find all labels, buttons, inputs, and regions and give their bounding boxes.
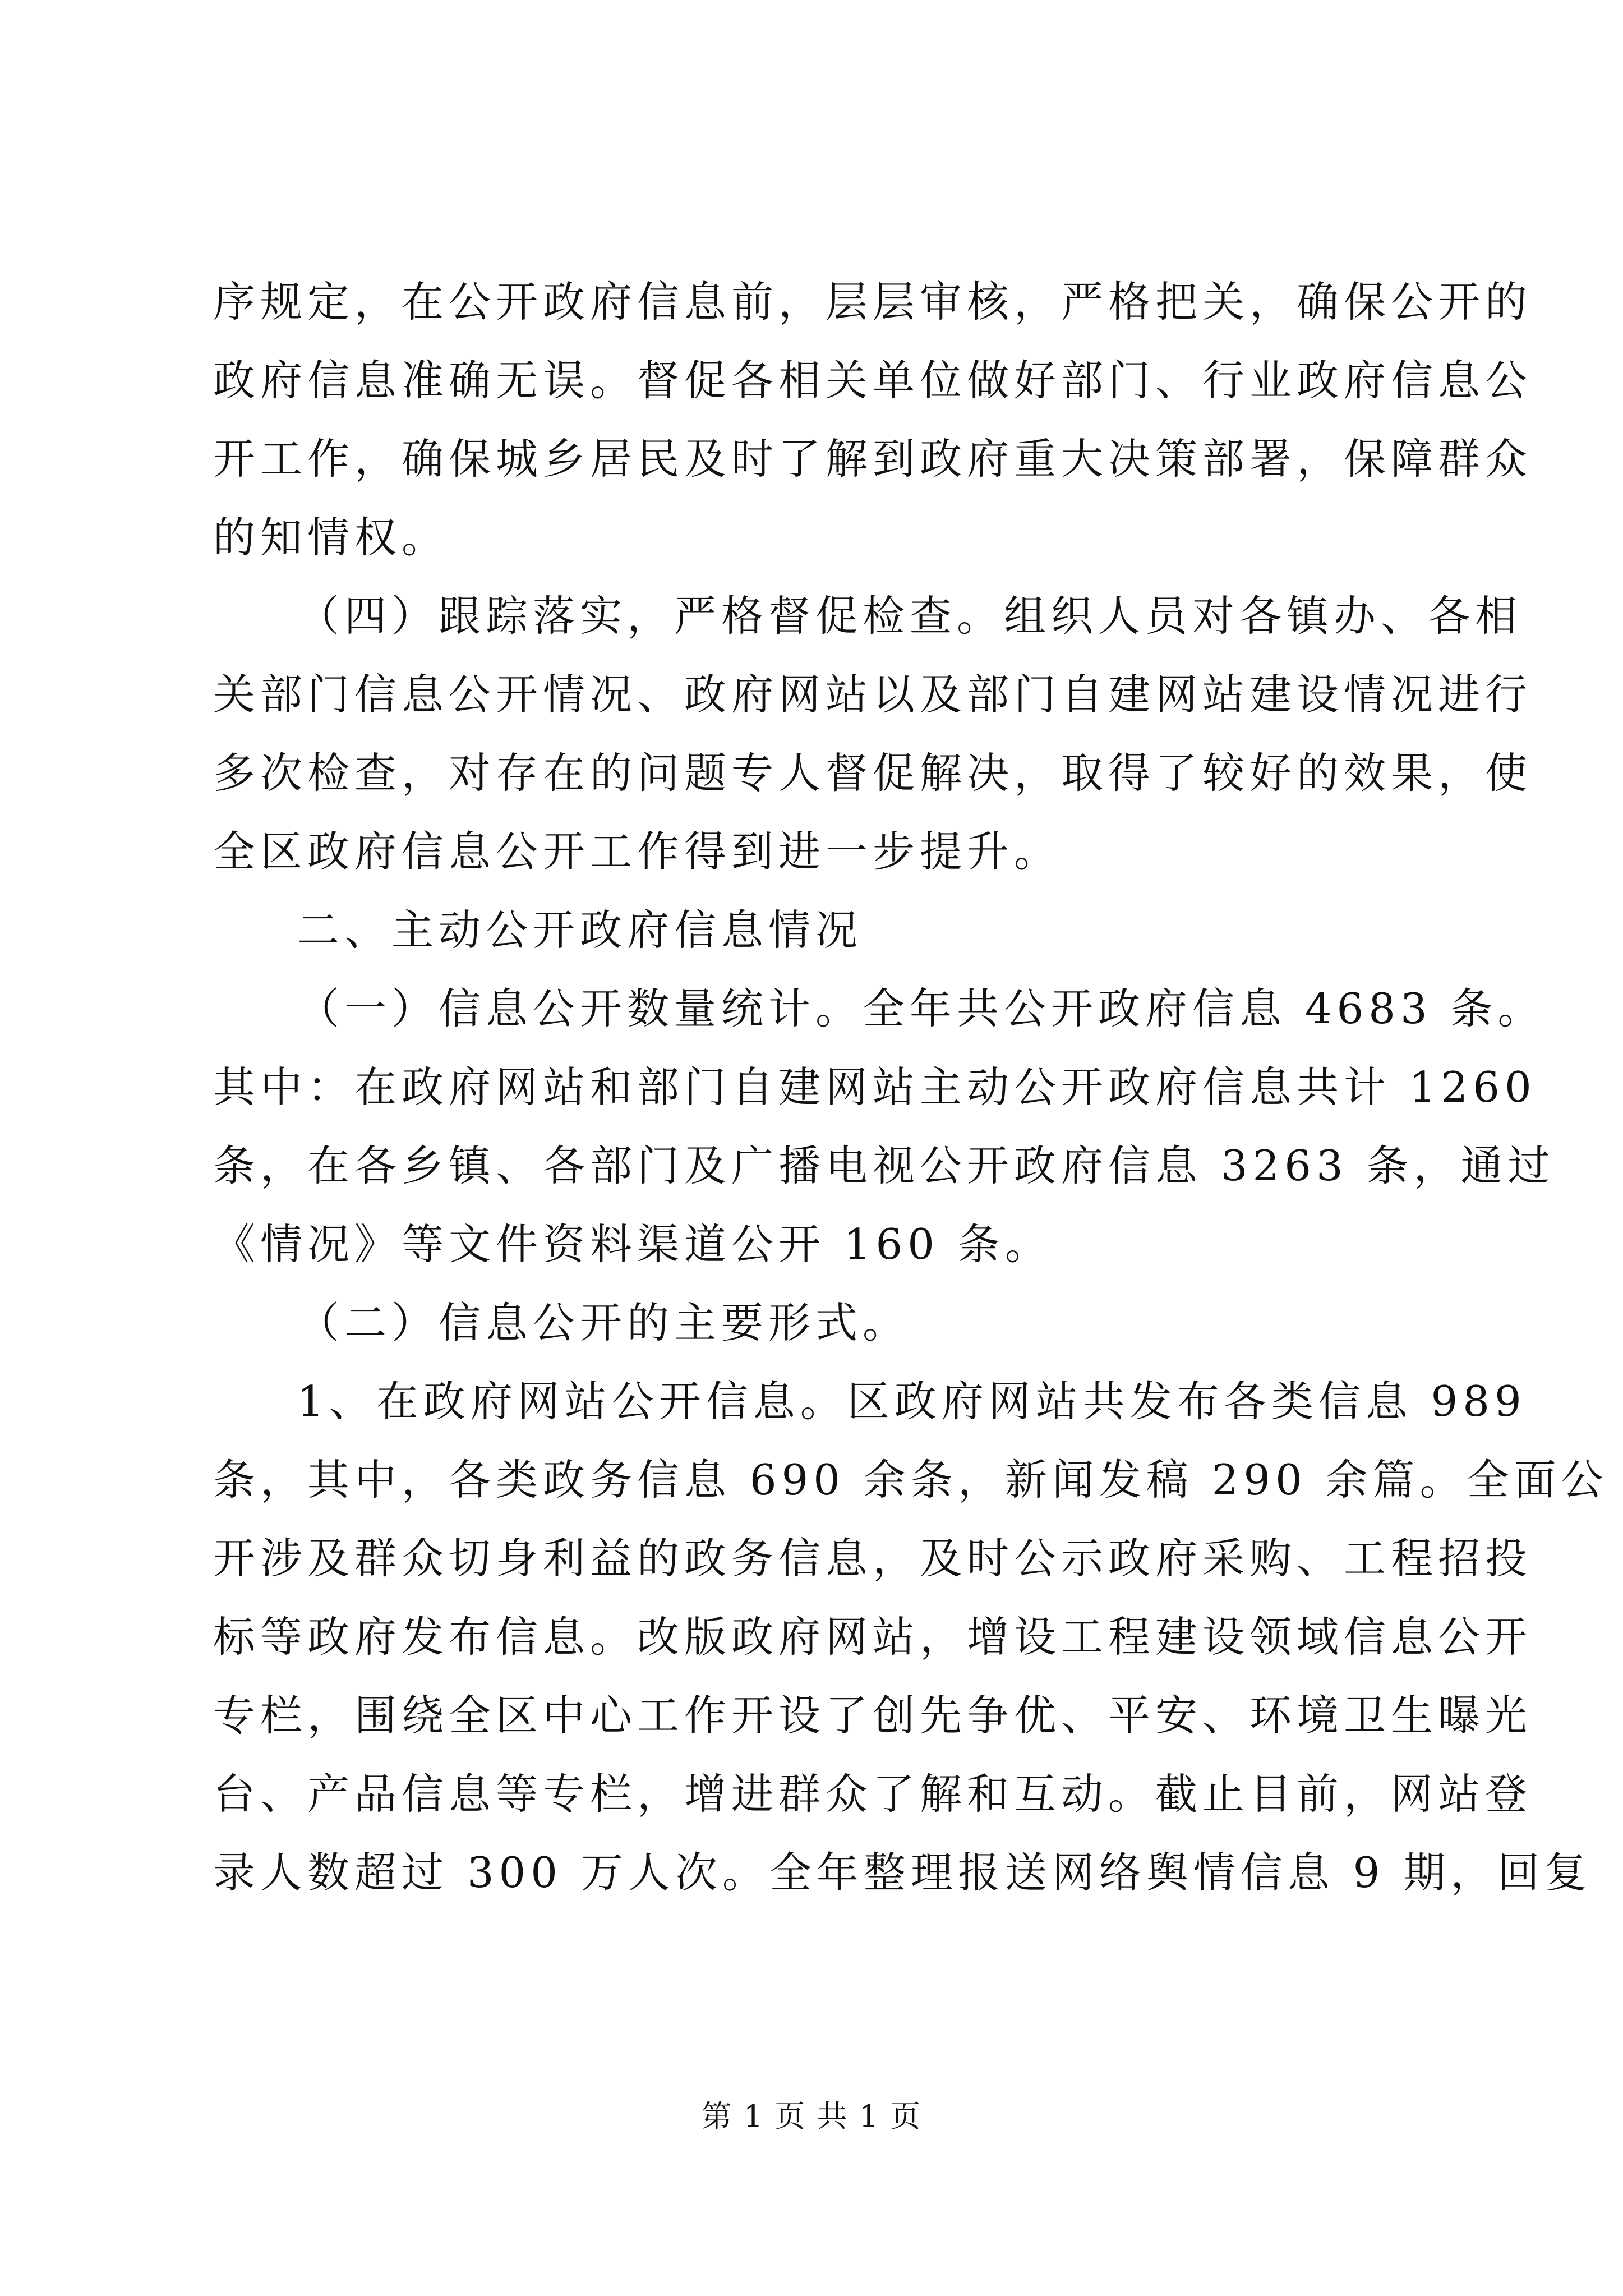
document-body — [213, 263, 1608, 1912]
text-line: 标等政府发布信息。改版政府网站，增设工程建设领域信息公开 — [213, 1612, 1533, 1662]
text-line: 台、产品信息等专栏，增进群众了解和互动。截止目前，网站登 — [213, 1769, 1533, 1819]
text-line: 政府信息准确无误。督促各相关单位做好部门、行业政府信息公 — [213, 356, 1533, 405]
text-line: 开涉及群众切身利益的政务信息，及时公示政府采购、工程招投 — [213, 1534, 1533, 1583]
section-heading-line: 1、在政府网站公开信息。区政府网站共发布各类信息 989 — [297, 1377, 1527, 1426]
text-line: 关部门信息公开情况、政府网站以及部门自建网站建设情况进行 — [213, 670, 1533, 719]
section-heading-line: （一）信息公开数量统计。全年共公开政府信息 4683 条。 — [297, 984, 1545, 1033]
section-heading-line: 二、主动公开政府信息情况 — [297, 905, 863, 955]
text-line: 全区政府信息公开工作得到进一步提升。 — [213, 827, 1062, 876]
text-line: 录人数超过 300 万人次。全年整理报送网络舆情信息 9 期，回复 — [213, 1848, 1592, 1897]
section-heading-line: （二）信息公开的主要形式。 — [297, 1298, 910, 1347]
text-line: 多次检查，对存在的问题专人督促解决，取得了较好的效果，使 — [213, 748, 1533, 798]
text-line: 条，其中，各类政务信息 690 余条，新闻发稿 290 余篇。全面公 — [213, 1455, 1608, 1504]
section-heading-line: （四）跟踪落实，严格督促检查。组织人员对各镇办、各相 — [297, 591, 1523, 641]
text-line: 的知情权。 — [213, 513, 449, 562]
page-footer: 第 1 页 共 1 页 — [701, 2099, 922, 2134]
text-line: 其中：在政府网站和部门自建网站主动公开政府信息共计 1260 — [213, 1062, 1537, 1112]
text-line: 专栏，围绕全区中心工作开设了创先争优、平安、环境卫生曝光 — [213, 1691, 1533, 1740]
text-line: 序规定，在公开政府信息前，层层审核，严格把关，确保公开的 — [213, 277, 1533, 326]
text-line: 开工作，确保城乡居民及时了解到政府重大决策部署，保障群众 — [213, 434, 1533, 484]
text-line: 《情况》等文件资料渠道公开 160 条。 — [213, 1220, 1052, 1269]
text-line: 条，在各乡镇、各部门及广播电视公开政府信息 3263 条，通过 — [213, 1141, 1555, 1190]
